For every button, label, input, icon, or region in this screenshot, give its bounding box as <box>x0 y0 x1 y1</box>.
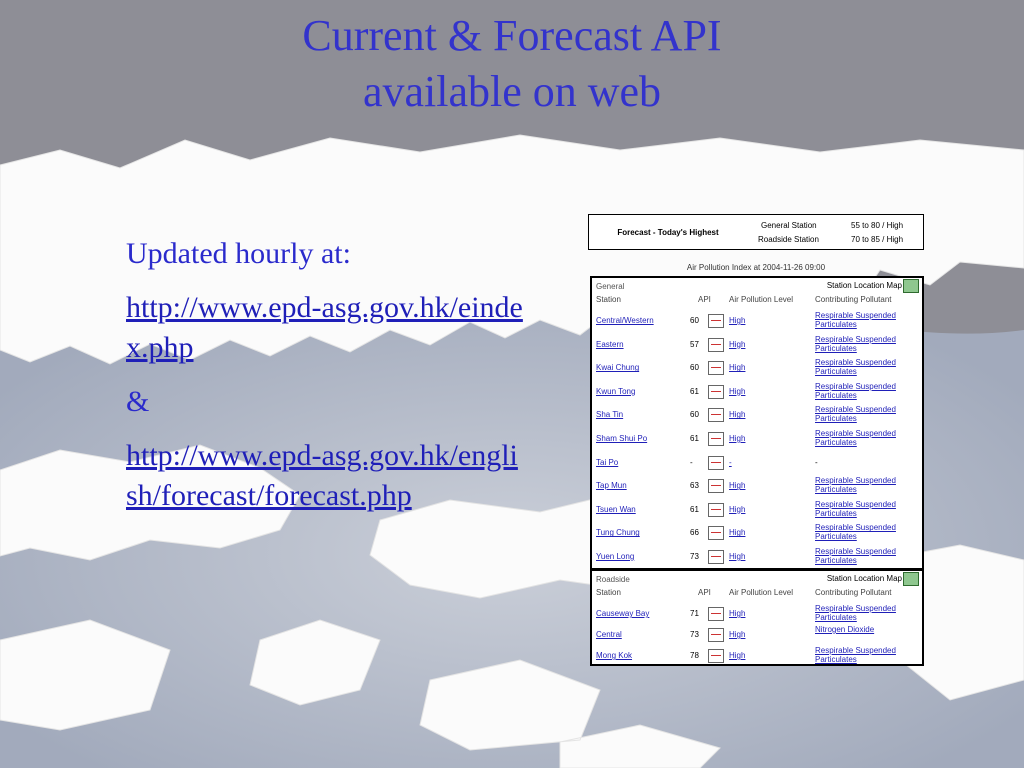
map-icon[interactable] <box>903 279 919 293</box>
forecast-box <box>588 214 924 250</box>
pollutant-link[interactable]: Respirable Suspended Particulates <box>815 546 896 565</box>
api-value: 71 <box>690 609 699 618</box>
api-value: 60 <box>690 316 699 325</box>
slide-title <box>0 8 1024 120</box>
table-row <box>592 402 922 426</box>
col-station: Station <box>596 295 621 304</box>
map-icon[interactable] <box>903 572 919 586</box>
trend-chart-icon[interactable] <box>708 649 724 663</box>
table-row <box>592 601 922 622</box>
station-link[interactable]: Yuen Long <box>596 551 635 561</box>
bullet-list <box>126 234 526 530</box>
table-row <box>592 520 922 544</box>
general-rows <box>592 308 922 568</box>
pollutant-link: - <box>815 457 818 467</box>
table-row <box>592 544 922 568</box>
pollutant-link[interactable]: Respirable Suspended Particulates <box>815 358 896 377</box>
title-line-1: Current & Forecast API <box>302 11 722 60</box>
trend-chart-icon[interactable] <box>708 628 724 642</box>
station-link[interactable]: Causeway Bay <box>596 609 650 618</box>
trend-chart-icon[interactable] <box>708 456 724 470</box>
trend-chart-icon[interactable] <box>708 314 724 328</box>
station-link[interactable]: Eastern <box>596 339 624 349</box>
pollution-level-link[interactable]: High <box>729 630 746 639</box>
api-value: - <box>690 457 693 467</box>
pollution-level-link[interactable]: High <box>729 363 746 373</box>
api-timestamp-title: Air Pollution Index at 2004-11-26 09:00 <box>686 263 826 272</box>
pollutant-link[interactable]: Respirable Suspended Particulates <box>815 523 896 542</box>
general-map-link[interactable]: Station Location Map <box>826 281 902 290</box>
api-value: 73 <box>690 551 699 561</box>
pollutant-link[interactable]: Respirable Suspended Particulates <box>815 604 896 622</box>
station-link[interactable]: Central/Western <box>596 316 654 325</box>
trend-chart-icon[interactable] <box>708 607 724 621</box>
title-line-2: available on web <box>362 67 662 116</box>
station-link[interactable]: Tsuen Wan <box>596 504 636 514</box>
pollutant-link[interactable]: Nitrogen Dioxide <box>815 625 875 634</box>
pollutant-link[interactable]: Respirable Suspended Particulates <box>815 476 896 495</box>
api-value: 61 <box>690 386 699 396</box>
station-link[interactable]: Tai Po <box>596 457 619 467</box>
station-link[interactable]: Sham Shui Po <box>596 433 648 443</box>
trend-chart-icon[interactable] <box>708 432 724 446</box>
station-link[interactable]: Tap Mun <box>596 481 627 491</box>
station-link[interactable]: Tung Chung <box>596 528 640 538</box>
col-pollutant: Contributing Pollutant <box>815 295 892 304</box>
pollution-level-link[interactable]: High <box>729 551 746 561</box>
station-link[interactable]: Kwun Tong <box>596 386 636 396</box>
pollutant-link[interactable]: Respirable Suspended Particulates <box>815 311 896 329</box>
station-link[interactable]: Mong Kok <box>596 651 633 660</box>
forecast-label: Forecast - Today's Highest <box>617 227 719 237</box>
api-value: 61 <box>690 433 699 443</box>
pollutant-link[interactable]: Respirable Suspended Particulates <box>815 381 896 400</box>
roadside-station-table <box>590 569 924 666</box>
pollution-level-link[interactable]: - <box>729 457 732 467</box>
pollution-level-link[interactable]: High <box>729 433 746 443</box>
trend-chart-icon[interactable] <box>708 408 724 422</box>
table-row <box>592 379 922 403</box>
forecast-roadside-label: Roadside Station <box>758 235 819 244</box>
table-row <box>592 450 922 474</box>
pollution-level-link[interactable]: High <box>729 316 746 325</box>
forecast-link[interactable]: http://www.epd-asg.gov.hk/english/forecast/forecast.php <box>126 439 518 512</box>
forecast-general-label: General Station <box>761 221 817 230</box>
api-value: 57 <box>690 339 699 349</box>
roadside-section-label: Roadside <box>596 575 630 584</box>
general-section-label: General <box>596 282 625 291</box>
col-level: Air Pollution Level <box>729 295 794 304</box>
updated-label: Updated hourly at: <box>126 237 351 270</box>
table-row <box>592 332 922 356</box>
api-value: 73 <box>690 630 699 639</box>
col-station: Station <box>596 588 621 597</box>
pollutant-link[interactable]: Respirable Suspended Particulates <box>815 499 896 518</box>
table-row <box>592 643 922 664</box>
station-link[interactable]: Kwai Chung <box>596 363 640 373</box>
table-row <box>592 497 922 521</box>
table-row <box>592 308 922 332</box>
trend-chart-icon[interactable] <box>708 338 724 352</box>
api-value: 66 <box>690 528 699 538</box>
ampersand: & <box>126 385 150 418</box>
general-column-headers <box>592 292 922 308</box>
roadside-rows <box>592 601 922 664</box>
pollution-level-link[interactable]: High <box>729 410 746 420</box>
pollutant-link[interactable]: Respirable Suspended Particulates <box>815 405 896 424</box>
api-value: 60 <box>690 410 699 420</box>
pollution-level-link[interactable]: High <box>729 386 746 396</box>
pollution-level-link[interactable]: High <box>729 528 746 538</box>
station-link[interactable]: Central <box>596 630 622 639</box>
station-link[interactable]: Sha Tin <box>596 410 624 420</box>
trend-chart-icon[interactable] <box>708 503 724 517</box>
col-level: Air Pollution Level <box>729 588 794 597</box>
api-value: 61 <box>690 504 699 514</box>
forecast-roadside-value: 70 to 85 / High <box>851 235 904 244</box>
trend-chart-icon[interactable] <box>708 479 724 493</box>
pollution-level-link[interactable]: High <box>729 609 746 618</box>
col-api: API <box>698 588 711 597</box>
pollutant-link[interactable]: Respirable Suspended Particulates <box>815 334 896 353</box>
api-value: 60 <box>690 363 699 373</box>
roadside-column-headers <box>592 585 922 601</box>
table-row <box>592 355 922 379</box>
col-api: API <box>698 295 711 304</box>
eindex-link[interactable]: http://www.epd-asg.gov.hk/eindex.php <box>126 291 523 364</box>
general-station-table <box>590 276 924 570</box>
trend-chart-icon[interactable] <box>708 385 724 399</box>
pollution-level-link[interactable]: High <box>729 651 746 660</box>
table-row <box>592 622 922 643</box>
trend-chart-icon[interactable] <box>708 550 724 564</box>
pollutant-link[interactable]: Respirable Suspended Particulates <box>815 428 896 447</box>
col-pollutant: Contributing Pollutant <box>815 588 892 597</box>
api-value: 63 <box>690 481 699 491</box>
forecast-general-value: 55 to 80 / High <box>851 221 904 230</box>
pollution-level-link[interactable]: High <box>729 339 746 349</box>
table-row <box>592 426 922 450</box>
pollution-level-link[interactable]: High <box>729 481 746 491</box>
api-value: 78 <box>690 651 699 660</box>
pollutant-link[interactable]: Respirable Suspended Particulates <box>815 646 896 664</box>
trend-chart-icon[interactable] <box>708 361 724 375</box>
trend-chart-icon[interactable] <box>708 526 724 540</box>
pollution-level-link[interactable]: High <box>729 504 746 514</box>
table-row <box>592 473 922 497</box>
roadside-map-link[interactable]: Station Location Map <box>826 574 902 583</box>
